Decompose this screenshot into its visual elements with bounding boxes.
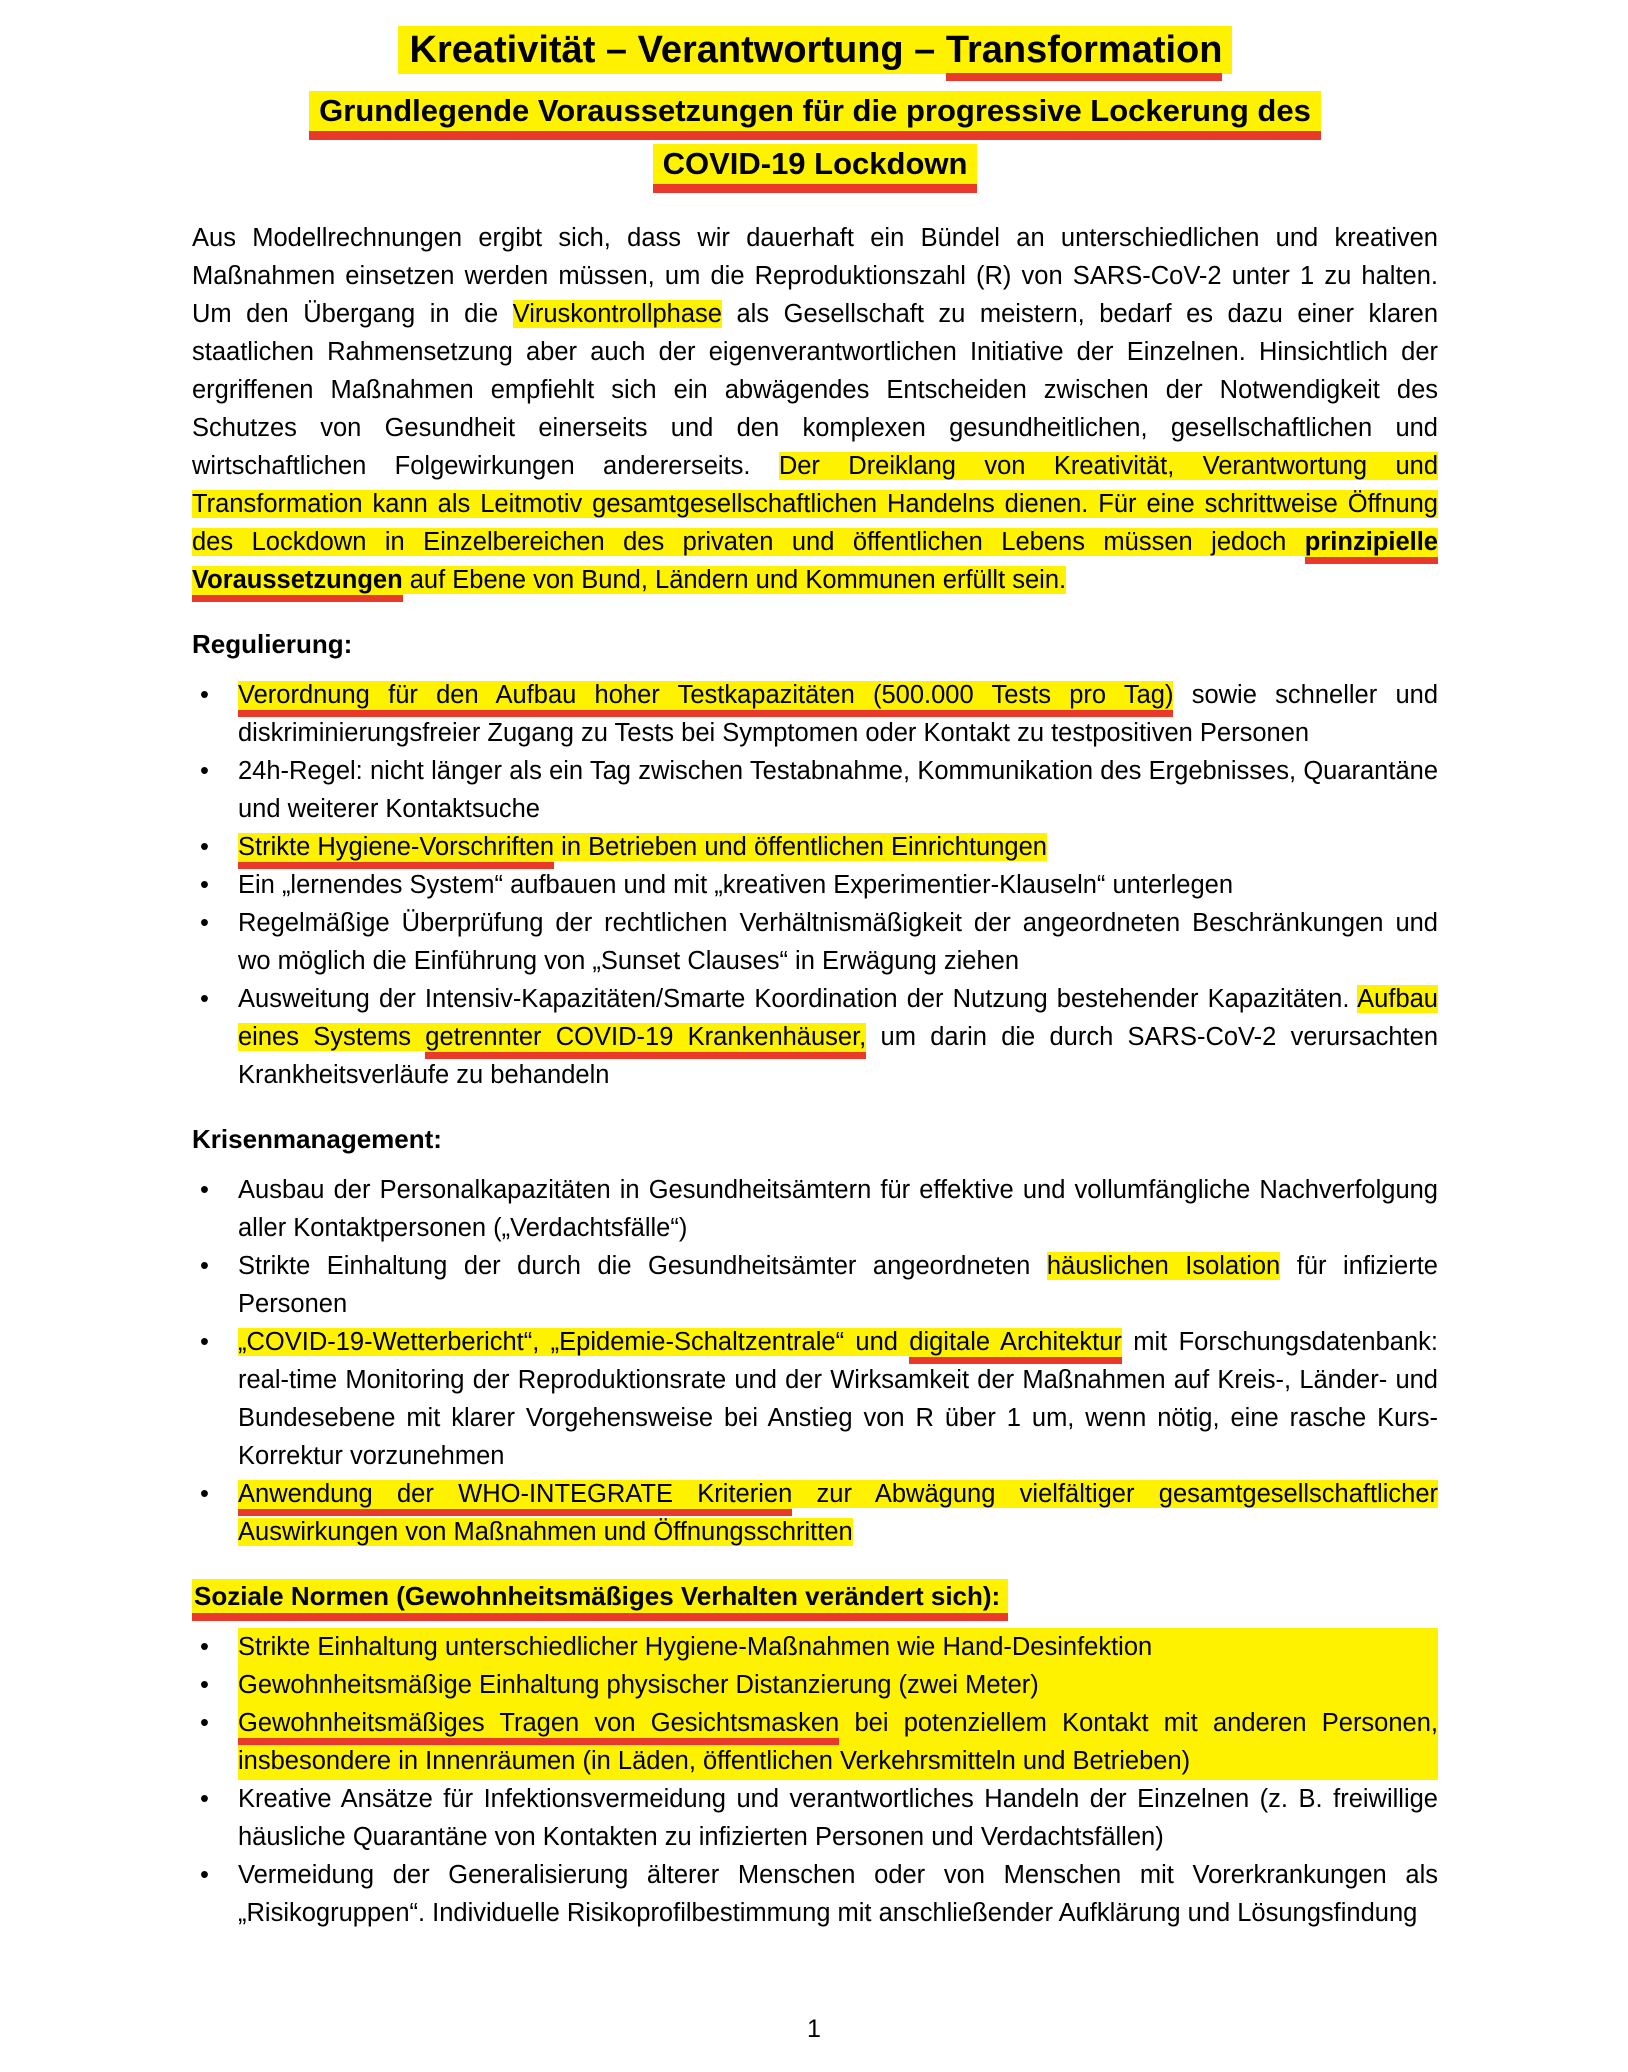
- list-item: [238, 1856, 1438, 1932]
- intro-highlight-viruskontrollphase: Viruskontrollphase: [512, 300, 722, 329]
- plain-text: Vermeidung der Generalisierung älterer Menschen oder von Menschen mit Vorerkrankungen als „Risikogruppen“. Individuelle Risikoprofilbestimmung mit anschließender Aufklärung und Lösungsfindung: [238, 1861, 1438, 1928]
- highlighted-underlined-text: digitale Architektur: [909, 1328, 1122, 1364]
- highlighted-underlined-text: Anwendung der WHO-INTEGRATE Kriterien: [238, 1480, 792, 1516]
- list-item: [238, 828, 1438, 866]
- intro-paragraph: [192, 219, 1438, 599]
- plain-text: sowie schneller und diskriminierungsfreier Zugang zu Tests bei Symptomen oder Kontakt zu testpositiven Personen: [238, 681, 1438, 748]
- highlighted-text: „COVID-19-Wetterbericht“, „Epidemie-Schaltzentrale“ und: [238, 1328, 910, 1357]
- list-item: [238, 1628, 1438, 1666]
- title-underlined-text: Transformation: [946, 29, 1223, 81]
- highlighted-text: bei potenziellem Kontakt mit anderen Personen, insbesondere in Innenräumen (in Läden, öffentlichen Verkehrsmitteln und Betrieben): [238, 1709, 1438, 1776]
- plain-text: Regelmäßige Überprüfung der rechtlichen Verhältnismäßigkeit der angeordneten Beschränkungen und wo möglich die Einführung von „Sunset Clauses“ in Erwägung ziehen: [238, 909, 1438, 976]
- highlighted-text: zur Abwägung vielfältiger gesamtgesellschaftlicher Auswirkungen von Maßnahmen und Öffnungsschritten: [238, 1480, 1438, 1547]
- highlighted-text: Strikte Einhaltung unterschiedlicher Hygiene-Maßnahmen wie Hand-Desinfektion: [238, 1633, 1153, 1662]
- page-number: 1: [807, 2015, 821, 2043]
- plain-text: Strikte Einhaltung der durch die Gesundheitsämter angeordneten: [238, 1252, 1047, 1281]
- highlighted-underlined-text: Verordnung für den Aufbau hoher Testkapazitäten (500.000 Tests pro Tag): [238, 681, 1173, 717]
- list-item: [238, 1704, 1438, 1780]
- plain-text: mit Forschungsdatenbank: real-time Monitoring der Reproduktionsrate und der Wirksamkeit der Maßnahmen auf Kreis-, Länder- und Bundesebene mit klarer Vorgehensweise bei Anstieg von R über 1 um, wenn nötig, eine rasche Kurs-Korrektur vorzunehmen: [238, 1328, 1438, 1471]
- section-heading-soziale-normen: Soziale Normen (Gewohnheitsmäßiges Verhalten verändert sich):: [192, 1581, 1438, 1612]
- title-plain-text: Kreativität – Verantwortung –: [409, 29, 946, 71]
- highlighted-text: Gewohnheitsmäßige Einhaltung physischer Distanzierung (zwei Meter): [238, 1671, 1039, 1700]
- list-item: [238, 1247, 1438, 1323]
- section-heading-krisenmanagement: Krisenmanagement:: [192, 1124, 442, 1155]
- highlighted-text: häuslichen Isolation: [1046, 1252, 1281, 1281]
- section-heading-regulierung: Regulierung:: [192, 629, 353, 660]
- plain-text: Ausbau der Personalkapazitäten in Gesundheitsämtern für effektive und vollumfängliche Nachverfolgung aller Kontaktpersonen („Verdachtsfälle“): [238, 1176, 1438, 1243]
- regulierung-list: [192, 676, 1438, 1094]
- list-item: [238, 1666, 1438, 1704]
- intro-text: als Gesellschaft zu meistern, bedarf es dazu einer klaren staatlichen Rahmensetzung aber auch der eigenverantwortlichen Initiative der Einzelnen. Hinsichtlich der ergriffenen Maßnahmen empfiehlt sich ein abwägendes Entscheiden zwischen der Notwendigkeit des Schutzes von Gesundheit einerseits und den komplexen gesundheitlichen, gesellschaftlichen und wirtschaftlichen Folgewirkungen andererseits.: [192, 300, 1438, 481]
- soziale-normen-list: [192, 1628, 1438, 1932]
- highlighted-underlined-text: getrennter COVID-19 Krankenhäuser,: [425, 1023, 866, 1059]
- subtitle-line-1: Grundlegende Voraussetzungen für die progressive Lockerung des: [192, 87, 1438, 136]
- list-item: [238, 1323, 1438, 1475]
- list-item: [238, 676, 1438, 752]
- plain-text: Ein „lernendes System“ aufbauen und mit „kreativen Experimentier-Klauseln“ unterlegen: [238, 871, 1234, 900]
- intro-bold-underlined-voraussetzungen: prinzipielle Voraussetzungen: [192, 528, 1438, 602]
- highlighted-text: Aufbau eines Systems: [238, 985, 1438, 1052]
- subtitle-line-2: COVID-19 Lockdown: [192, 140, 1438, 189]
- plain-text: Ausweitung der Intensiv-Kapazitäten/Smarte Koordination der Nutzung bestehender Kapazitäten.: [238, 985, 1358, 1014]
- list-item: [238, 866, 1438, 904]
- plain-text: Kreative Ansätze für Infektionsvermeidung und verantwortliches Handeln der Einzelnen (z. B. freiwillige häusliche Quarantäne von Kontakten zu infizierten Personen und Verdachtsfällen): [238, 1785, 1438, 1852]
- highlighted-text: in Betrieben und öffentlichen Einrichtungen: [554, 833, 1047, 862]
- page-subtitle: [192, 87, 1438, 189]
- list-item: [238, 980, 1438, 1094]
- plain-text: um darin die durch SARS-CoV-2 verursachten Krankheitsverläufe zu behandeln: [238, 1023, 1439, 1090]
- list-item: [238, 1475, 1438, 1551]
- intro-highlight-dreiklang: Der Dreiklang von Kreativität, Verantwortung und Transformation kann als Leitmotiv gesamtgesellschaftlichen Handelns dienen. Für eine schrittweise Öffnung des Lockdown in Einzelbereichen des privaten und öffentlichen Lebens müssen jedoch: [192, 452, 1438, 557]
- list-item: [238, 1780, 1438, 1856]
- intro-text: Aus Modellrechnungen ergibt sich, dass wir dauerhaft ein Bündel an unterschiedlichen und kreativen Maßnahmen einsetzen werden müssen, um die Reproduktionszahl (R) von SARS-CoV-2 unter 1 zu halten. Um den Übergang in die: [192, 224, 1438, 329]
- list-item: [238, 1171, 1438, 1247]
- page-title: [192, 26, 1438, 75]
- plain-text: 24h-Regel: nicht länger als ein Tag zwischen Testabnahme, Kommunikation des Ergebnisses, Quarantäne und weiterer Kontaktsuche: [238, 757, 1438, 824]
- intro-highlight-end: auf Ebene von Bund, Ländern und Kommunen erfüllt sein.: [402, 566, 1067, 595]
- highlighted-underlined-text: Strikte Hygiene-Vorschriften: [238, 833, 554, 869]
- plain-text: für infizierte Personen: [238, 1252, 1438, 1319]
- highlighted-underlined-text: Gewohnheitsmäßiges Tragen von Gesichtsmasken: [238, 1709, 839, 1745]
- list-item: [238, 752, 1438, 828]
- list-item: [238, 904, 1438, 980]
- krisenmanagement-list: [192, 1171, 1438, 1551]
